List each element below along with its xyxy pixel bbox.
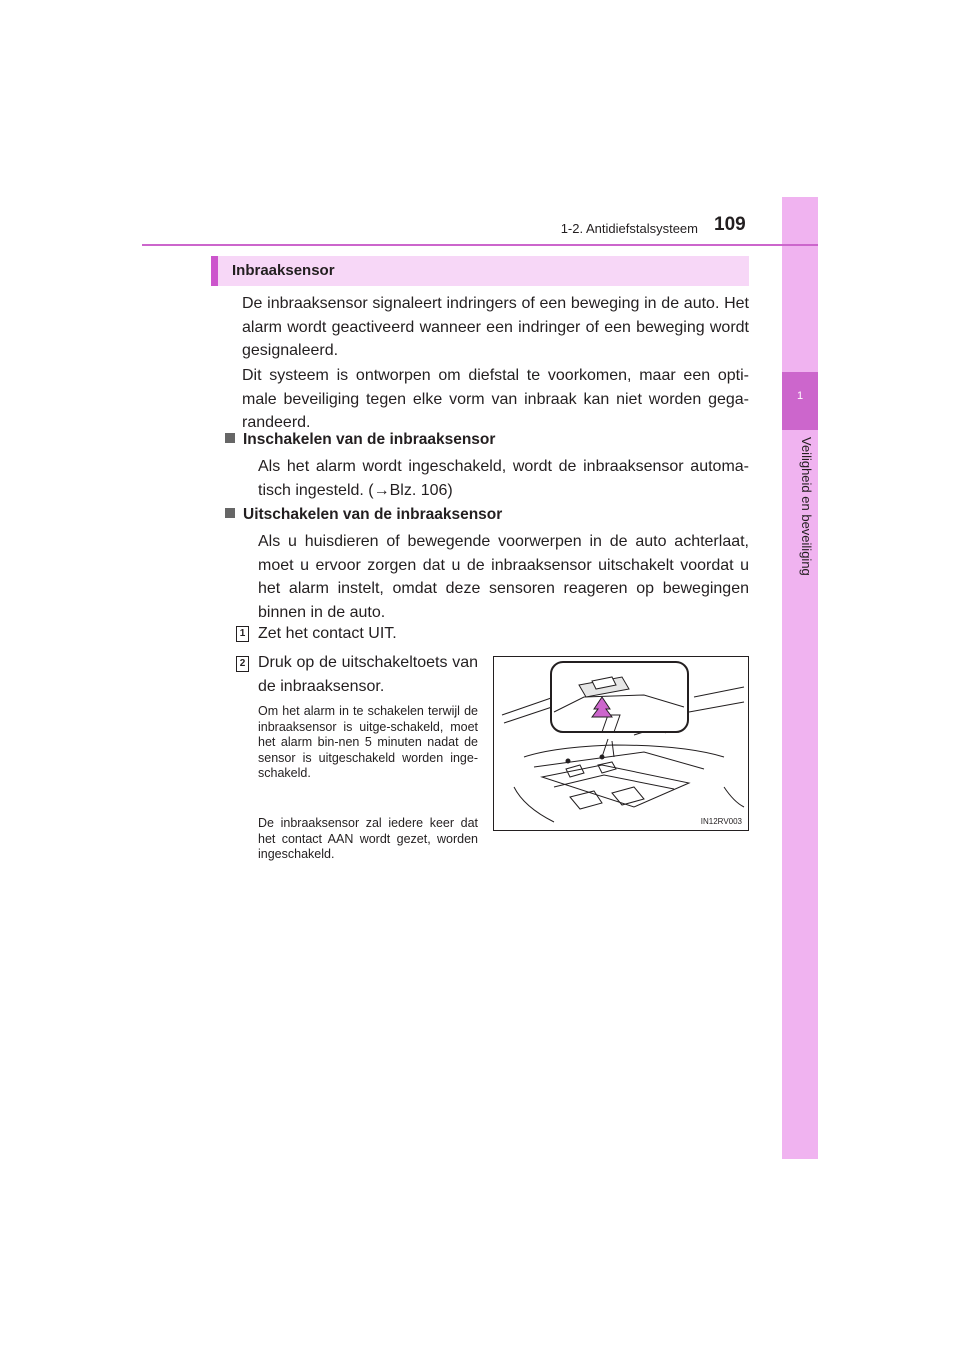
side-tab — [782, 197, 818, 1159]
chapter-number: 1 — [796, 390, 804, 402]
step-1-text: Zet het contact UIT. — [258, 625, 397, 642]
section-title-bar — [211, 256, 749, 286]
section-title: Inbraaksensor — [232, 262, 335, 279]
reference-arrow-icon: → — [373, 481, 390, 499]
page-reference-link[interactable]: Blz. 106) — [389, 481, 453, 499]
subheading-disable-text: Uitschakelen van de inbraaksensor — [243, 506, 503, 523]
disclaimer-paragraph: Dit systeem is ontworpen om diefstal te voorkomen, maar een opti-male beveiliging tegen elke vorm van inbraak kan niet worden gega-randeerd. — [242, 367, 749, 431]
subheading-disable — [225, 506, 502, 524]
intro-paragraph: De inbraaksensor signaleert indringers of een beweging in de auto. Het alarm wordt geactiveerd wanneer een indringer of een beweging wordt gesignaleerd. — [242, 295, 749, 359]
note-enable-within-5-minutes: Om het alarm in te schakelen terwijl de inbraaksensor is uitge-schakeld, moet het alarm bin-nen 5 minuten nadat de sensor is uitgeschakeld worden inge-schakeld. — [258, 704, 478, 780]
enable-paragraph — [258, 455, 749, 502]
note-auto-enable: De inbraaksensor zal iedere keer dat het contact AAN wordt gezet, worden ingeschakeld. — [258, 816, 478, 861]
disable-paragraph: Als u huisdieren of bewegende voorwerpen in de auto achterlaat, moet u ervoor zorgen dat u de inbraaksensor uitschakelt voordat u het alarm instelt, omdat deze sensoren reageren op bewegingen binnen in de auto. — [258, 533, 749, 621]
section-label: 1-2. Antidiefstalsysteem — [560, 221, 698, 236]
bullet-square-icon — [225, 508, 235, 518]
subheading-enable — [225, 431, 495, 449]
figure-code: IN12RV003 — [700, 817, 742, 826]
bullet-square-icon — [225, 433, 235, 443]
header-rule — [142, 244, 818, 246]
step-number-2: 2 — [236, 656, 249, 672]
step-2-text: Druk op de uitschakeltoets van de inbraaksensor. — [258, 654, 478, 695]
subheading-enable-text: Inschakelen van de inbraaksensor — [243, 431, 496, 448]
overhead-console-drawing — [494, 657, 748, 830]
step-number-1: 1 — [236, 626, 249, 642]
page-number: 109 — [714, 214, 746, 235]
chapter-title: Veiligheid en beveiliging — [799, 437, 814, 576]
overhead-console-illustration — [493, 656, 749, 831]
enable-text-a: Als het alarm wordt ingeschakeld, wordt de inbraaksensor automa-tisch ingesteld. ( — [258, 458, 749, 499]
